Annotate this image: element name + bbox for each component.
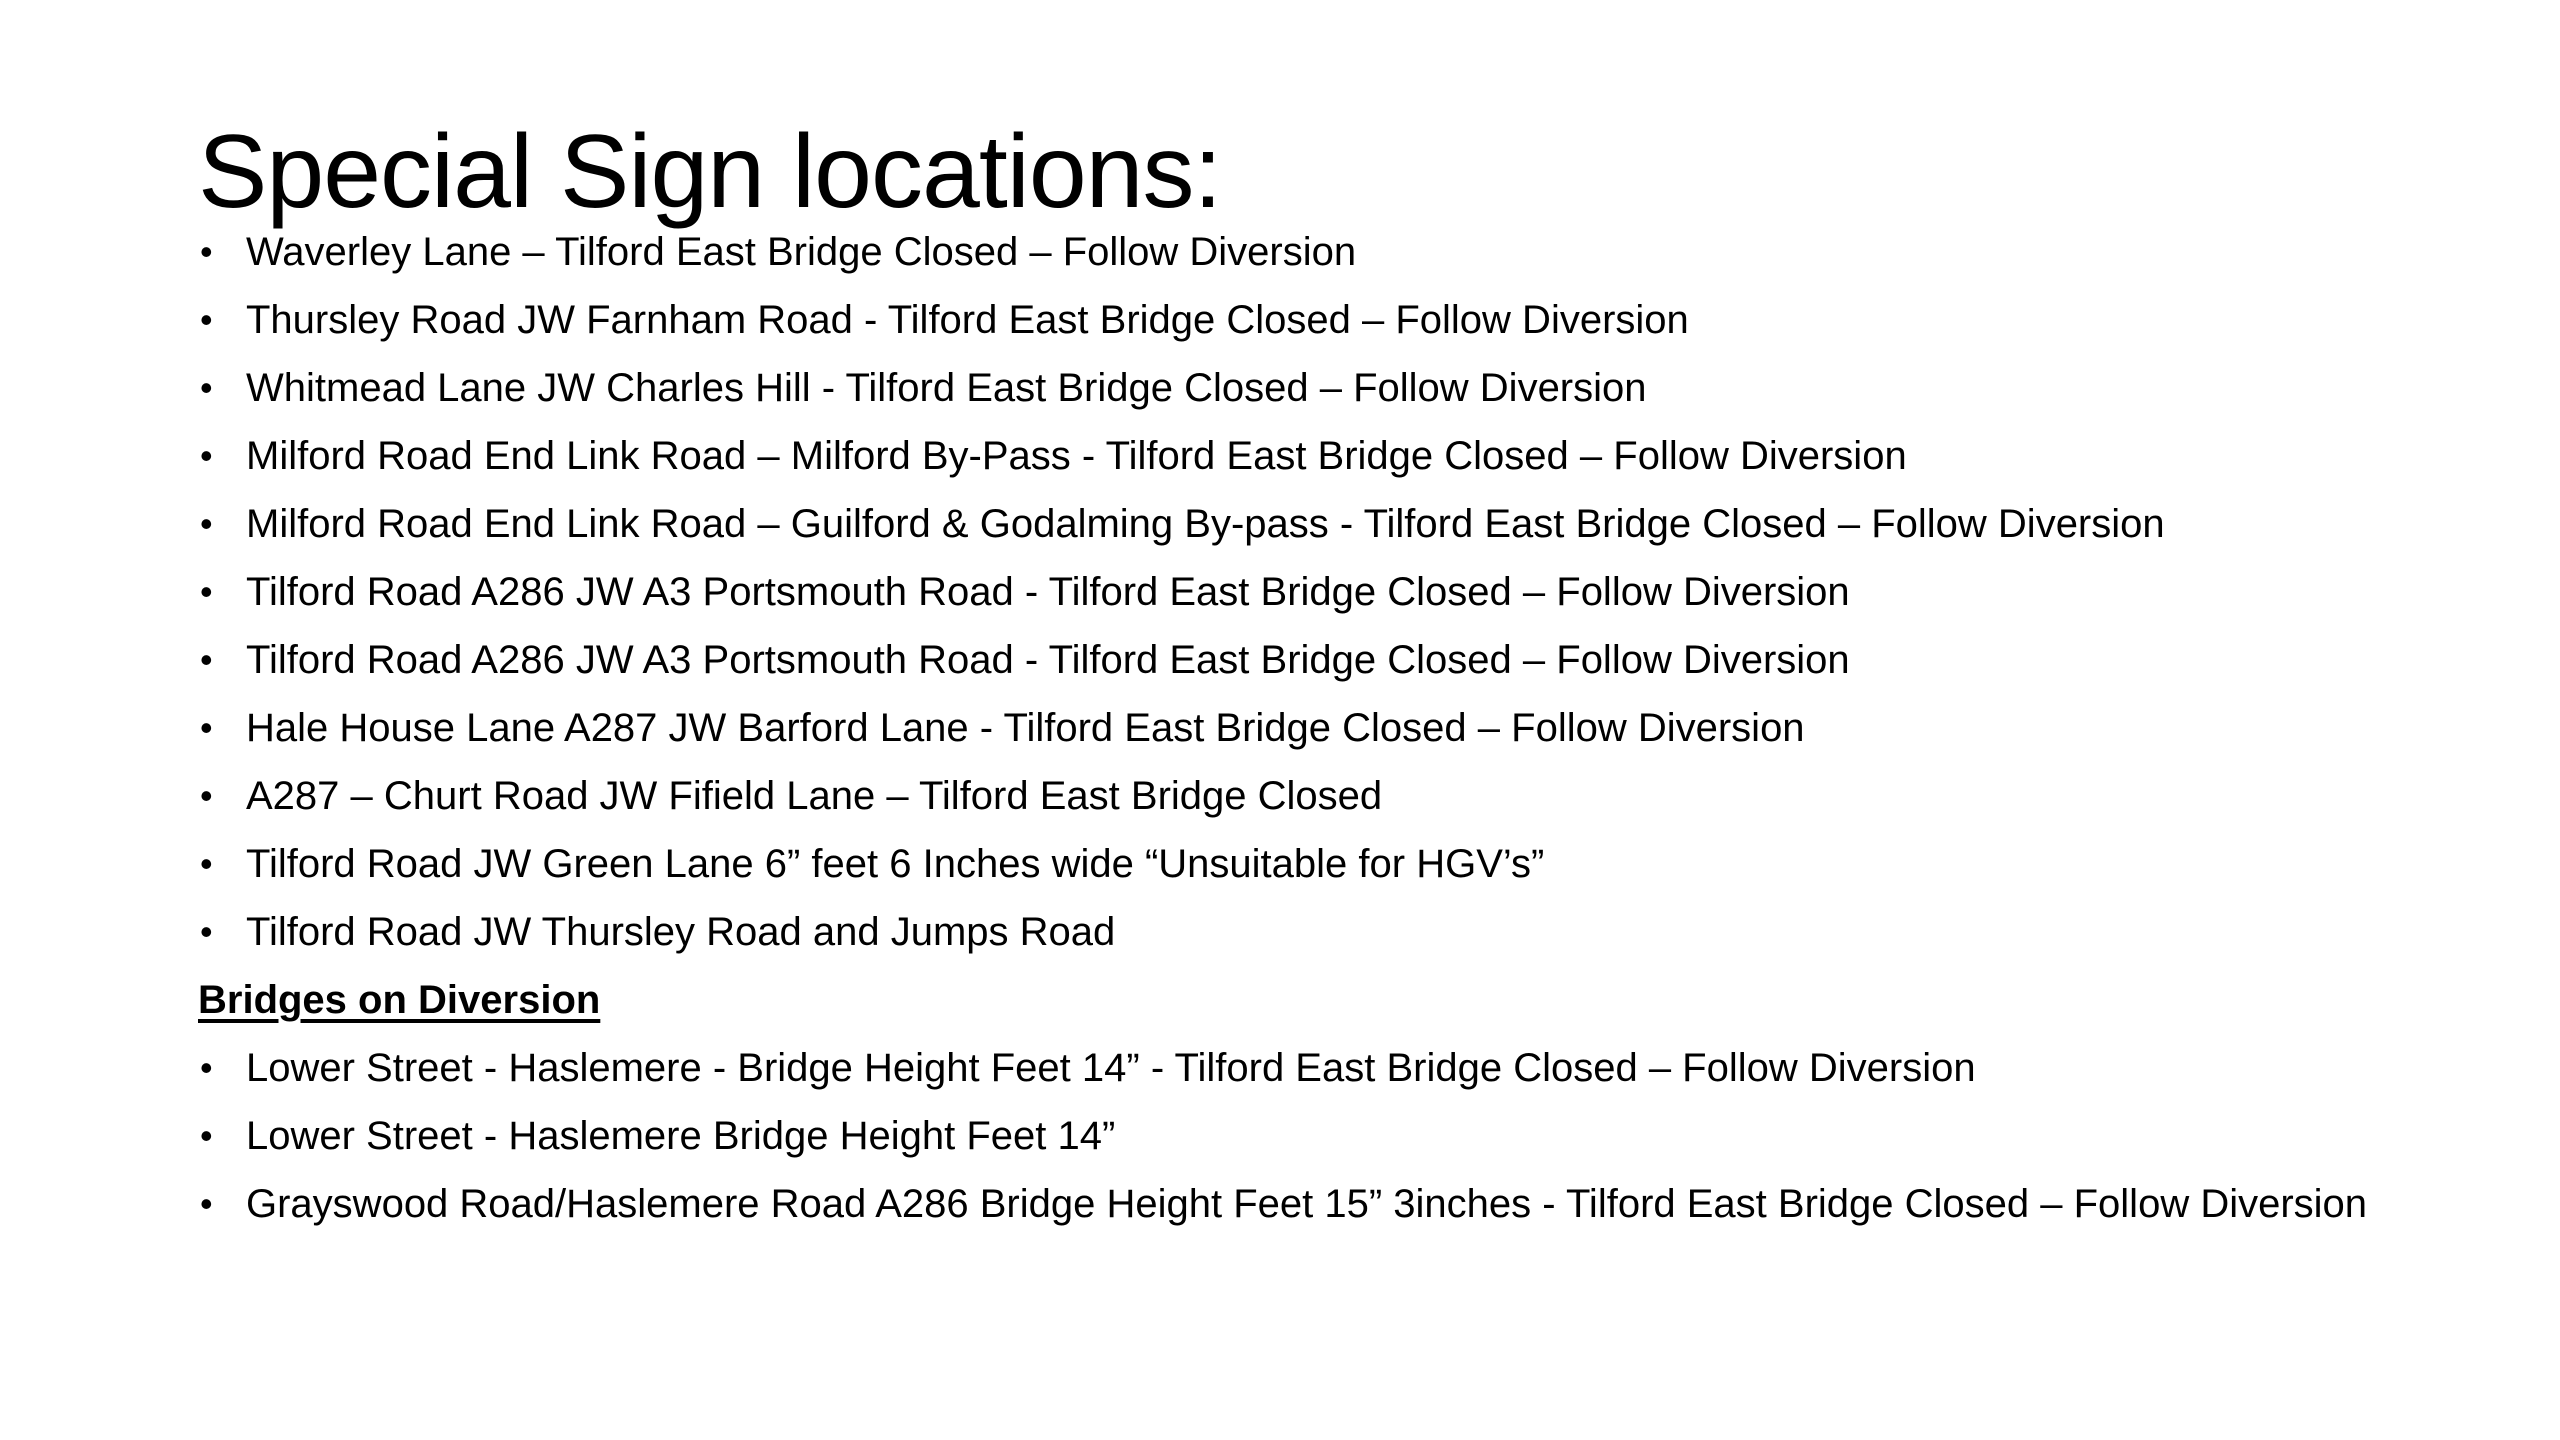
list-item-text: Hale House Lane A287 JW Barford Lane - Tilford East Bridge Closed – Follow Diversion <box>246 706 1805 750</box>
list-item-text: Lower Street - Haslemere - Bridge Height Feet 14” - Tilford East Bridge Closed – Follow Diversion <box>246 1046 1976 1090</box>
sign-locations-list <box>198 232 2378 952</box>
bullet-icon: • <box>200 1115 213 1156</box>
bullet-icon: • <box>200 775 213 816</box>
bridges-list <box>198 1048 2378 1224</box>
list-item <box>198 232 2378 272</box>
bullet-icon: • <box>200 435 213 476</box>
bullet-icon: • <box>200 639 213 680</box>
bullet-icon: • <box>200 1183 213 1224</box>
list-item-text: Tilford Road A286 JW A3 Portsmouth Road - Tilford East Bridge Closed – Follow Diversion <box>246 638 1850 682</box>
list-item <box>198 300 2378 340</box>
bullet-icon: • <box>200 503 213 544</box>
list-item <box>198 368 2378 408</box>
list-item-text: Tilford Road JW Thursley Road and Jumps Road <box>246 910 1116 954</box>
list-item <box>198 912 2378 952</box>
bullet-icon: • <box>200 571 213 612</box>
list-item-text: Grayswood Road/Haslemere Road A286 Bridge Height Feet 15” 3inches - Tilford East Bridge Closed – Follow Diversion <box>246 1182 2368 1226</box>
bullet-icon: • <box>200 231 213 272</box>
list-item <box>198 436 2378 476</box>
bullet-icon: • <box>200 911 213 952</box>
bullet-icon: • <box>200 299 213 340</box>
list-item <box>198 776 2378 816</box>
bullet-icon: • <box>200 1047 213 1088</box>
list-item-text: Milford Road End Link Road – Milford By-Pass - Tilford East Bridge Closed – Follow Diversion <box>246 434 1907 478</box>
list-item-text: A287 – Churt Road JW Fifield Lane – Tilford East Bridge Closed <box>246 774 1383 818</box>
list-item <box>198 572 2378 612</box>
list-item <box>198 708 2378 748</box>
list-item-text: Whitmead Lane JW Charles Hill - Tilford East Bridge Closed – Follow Diversion <box>246 366 1647 410</box>
list-item-text: Tilford Road A286 JW A3 Portsmouth Road - Tilford East Bridge Closed – Follow Diversion <box>246 570 1850 614</box>
bullet-icon: • <box>200 707 213 748</box>
list-item <box>198 1184 2386 1224</box>
list-item <box>198 504 2378 544</box>
list-item <box>198 1048 2378 1088</box>
list-item <box>198 640 2378 680</box>
list-item-text: Tilford Road JW Green Lane 6” feet 6 Inches wide “Unsuitable for HGV’s” <box>246 842 1545 886</box>
list-item-text: Waverley Lane – Tilford East Bridge Closed – Follow Diversion <box>246 230 1357 274</box>
list-item <box>198 844 2378 884</box>
bullet-icon: • <box>200 367 213 408</box>
list-item-text: Lower Street - Haslemere Bridge Height Feet 14” <box>246 1114 1116 1158</box>
list-item-text: Thursley Road JW Farnham Road - Tilford East Bridge Closed – Follow Diversion <box>246 298 1689 342</box>
list-item <box>198 1116 2378 1156</box>
list-item-text: Milford Road End Link Road – Guilford & Godalming By-pass - Tilford East Bridge Closed – Follow Diversion <box>246 502 2165 546</box>
bridges-heading: Bridges on Diversion <box>198 978 601 1022</box>
bullet-icon: • <box>200 843 213 884</box>
slide-title: Special Sign locations: <box>198 114 1222 230</box>
slide-content <box>198 232 2378 1252</box>
